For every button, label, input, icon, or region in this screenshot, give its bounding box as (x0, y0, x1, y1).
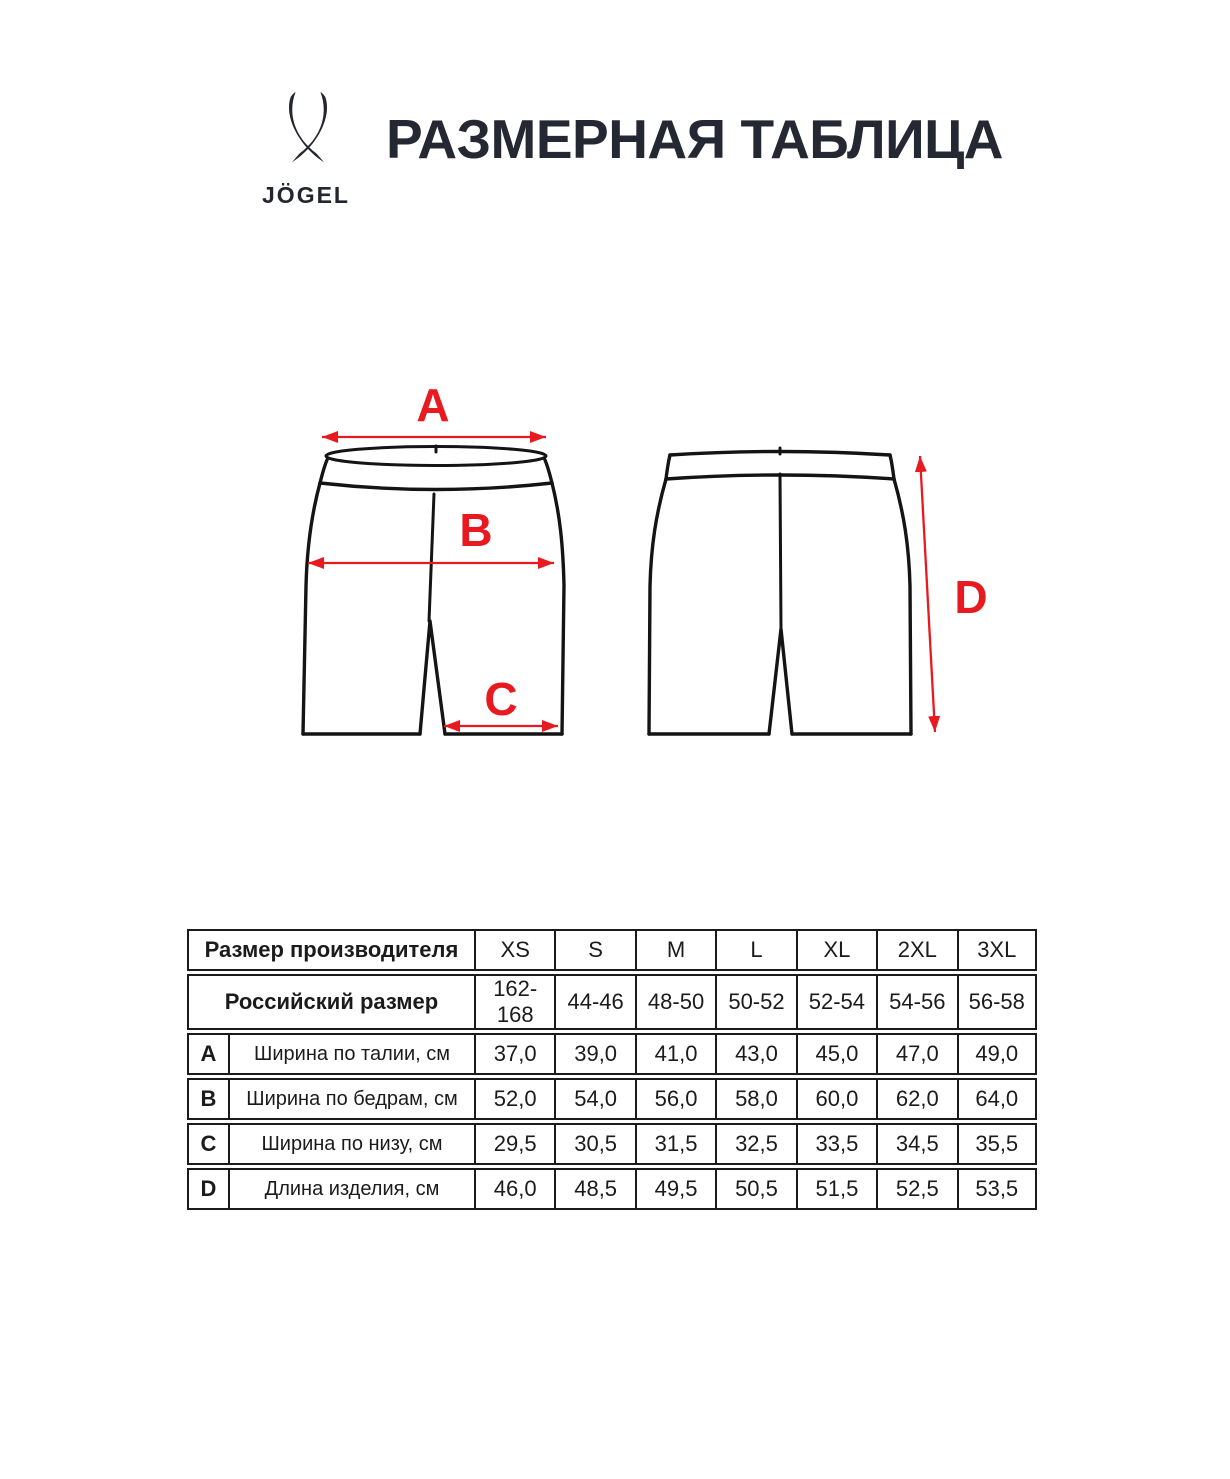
shorts-front-view (303, 446, 564, 734)
measure-value: 49,0 (957, 1033, 1037, 1075)
measure-letter: D (187, 1168, 228, 1210)
measure-value: 60,0 (796, 1078, 876, 1120)
size-col-header: M (635, 929, 715, 971)
measure-value: 64,0 (957, 1078, 1037, 1120)
measure-value: 62,0 (876, 1078, 956, 1120)
measure-value: 33,5 (796, 1123, 876, 1165)
jogel-logo-icon (276, 92, 340, 166)
russian-size-value: 162-168 (474, 974, 554, 1030)
measure-letter: C (187, 1123, 228, 1165)
manufacturer-size-label: Размер производителя (187, 929, 474, 971)
russian-size-value: 52-54 (796, 974, 876, 1030)
russian-size-value: 44-46 (554, 974, 634, 1030)
measure-value: 54,0 (554, 1078, 634, 1120)
measurement-row-b (187, 1078, 1037, 1120)
shorts-diagram (270, 383, 1015, 765)
measure-label-b: B (459, 504, 493, 556)
russian-size-value: 48-50 (635, 974, 715, 1030)
measure-label-a: A (416, 383, 450, 431)
measurement-row-a (187, 1033, 1037, 1075)
size-col-header: L (715, 929, 795, 971)
jogel-wordmark: JÖGEL (262, 182, 350, 208)
russian-size-value: 56-58 (957, 974, 1037, 1030)
measure-value: 45,0 (796, 1033, 876, 1075)
measure-value: 41,0 (635, 1033, 715, 1075)
measure-value: 37,0 (474, 1033, 554, 1075)
measure-value: 30,5 (554, 1123, 634, 1165)
measure-description: Длина изделия, см (228, 1168, 474, 1210)
measure-value: 53,5 (957, 1168, 1037, 1210)
measurement-row-d (187, 1168, 1037, 1210)
measure-value: 58,0 (715, 1078, 795, 1120)
measure-value: 47,0 (876, 1033, 956, 1075)
size-table (187, 926, 1037, 1213)
page-title: РАЗМЕРНАЯ ТАБЛИЦА (386, 108, 1003, 170)
measure-value: 43,0 (715, 1033, 795, 1075)
measure-letter: B (187, 1078, 228, 1120)
measure-arrow-d (920, 456, 935, 732)
measure-value: 29,5 (474, 1123, 554, 1165)
measure-value: 31,5 (635, 1123, 715, 1165)
measure-value: 50,5 (715, 1168, 795, 1210)
measure-value: 49,5 (635, 1168, 715, 1210)
measure-arrows (308, 437, 935, 732)
size-col-header: 3XL (957, 929, 1037, 971)
measure-value: 48,5 (554, 1168, 634, 1210)
measure-value: 51,5 (796, 1168, 876, 1210)
russian-size-value: 54-56 (876, 974, 956, 1030)
russian-size-label: Российский размер (187, 974, 474, 1030)
measure-value: 52,0 (474, 1078, 554, 1120)
measure-value: 39,0 (554, 1033, 634, 1075)
measurement-row-c (187, 1123, 1037, 1165)
measure-value: 46,0 (474, 1168, 554, 1210)
measure-description: Ширина по талии, см (228, 1033, 474, 1075)
measure-description: Ширина по низу, см (228, 1123, 474, 1165)
russian-size-row (187, 974, 1037, 1030)
measure-description: Ширина по бедрам, см (228, 1078, 474, 1120)
measure-value: 35,5 (957, 1123, 1037, 1165)
size-col-header: XL (796, 929, 876, 971)
measure-value: 52,5 (876, 1168, 956, 1210)
size-col-header: 2XL (876, 929, 956, 971)
manufacturer-size-row (187, 929, 1037, 971)
measure-letter: A (187, 1033, 228, 1075)
size-col-header: S (554, 929, 634, 971)
measure-value: 32,5 (715, 1123, 795, 1165)
measure-label-c: C (484, 673, 518, 725)
size-col-header: XS (474, 929, 554, 971)
shorts-back-view (649, 448, 911, 734)
measure-label-d: D (954, 571, 988, 623)
measure-value: 34,5 (876, 1123, 956, 1165)
measure-value: 56,0 (635, 1078, 715, 1120)
russian-size-value: 50-52 (715, 974, 795, 1030)
